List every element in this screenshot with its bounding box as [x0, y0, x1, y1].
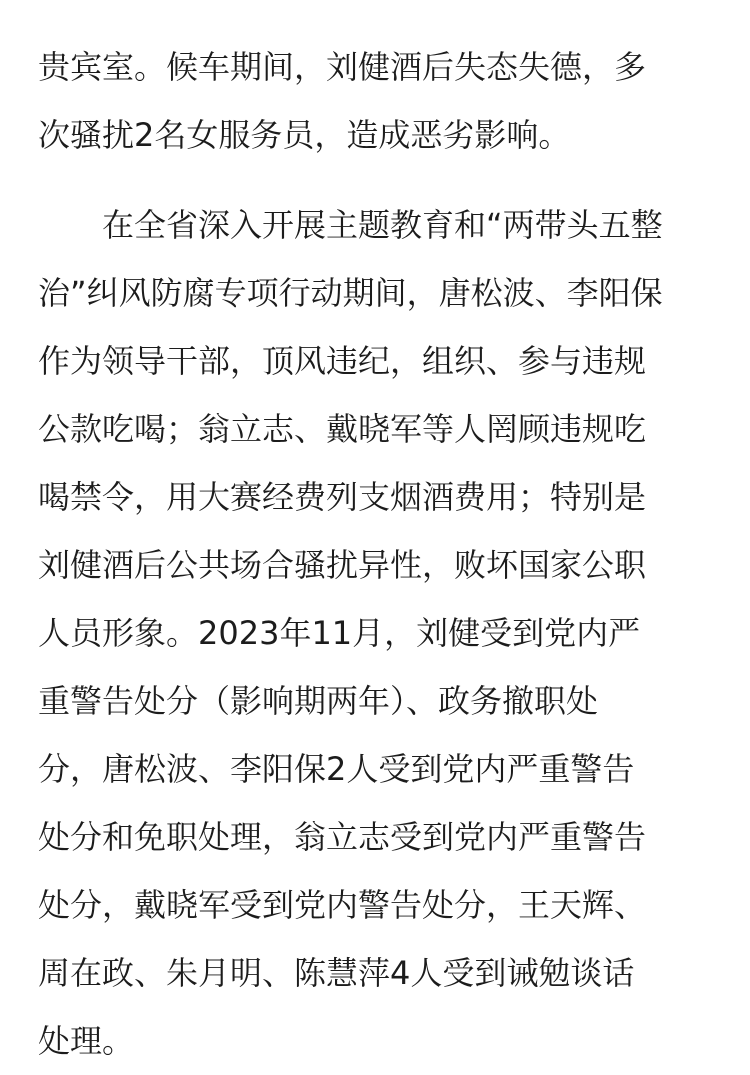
text-line: 贵宾室。候车期间，刘健酒后失态失德，多 — [38, 48, 647, 86]
text-line: 次骚扰2名女服务员，造成恶劣影响。 — [38, 116, 571, 154]
text-line: 处分和免职处理，翁立志受到党内严重警告 — [38, 818, 647, 856]
text-line: 治”纠风防腐专项行动期间，唐松波、李阳保 — [38, 274, 663, 312]
paragraph-1 — [38, 33, 716, 169]
text-line: 处理。 — [38, 1022, 135, 1060]
text-line: 人员形象。2023年11月，刘健受到党内严 — [38, 614, 641, 652]
text-line: 处分，戴晓军受到党内警告处分，王天辉、 — [38, 886, 647, 924]
text-line: 公款吃喝；翁立志、戴晓军等人罔顾违规吃 — [38, 410, 647, 448]
text-line: 在全省深入开展主题教育和“两带头五整 — [102, 206, 663, 244]
text-line: 作为领导干部，顶风违纪，组织、参与违规 — [38, 342, 647, 380]
text-line: 分，唐松波、李阳保2人受到党内严重警告 — [38, 750, 635, 788]
paragraph-spacer — [38, 169, 716, 191]
text-line: 周在政、朱月明、陈慧萍4人受到诫勉谈话 — [38, 954, 635, 992]
text-line: 刘健酒后公共场合骚扰异性，败坏国家公职 — [38, 546, 647, 584]
text-line: 重警告处分（影响期两年）、政务撤职处 — [38, 682, 599, 720]
paragraph-2 — [38, 191, 716, 1075]
text-line: 喝禁令，用大赛经费列支烟酒费用；特别是 — [38, 478, 647, 516]
